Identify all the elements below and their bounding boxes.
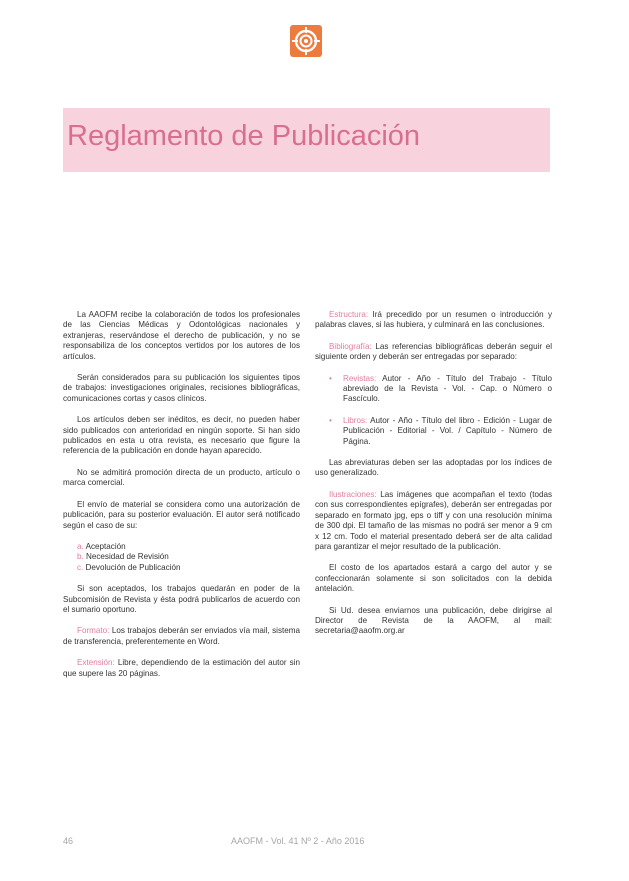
list-marker: c. xyxy=(77,562,84,572)
submission-paragraph: El envío de material se considera como una autorización de publicación, para su posterior evaluación. El autor será notificado según el caso de su: xyxy=(63,499,300,530)
work-types-paragraph: Serán considerados para su publicación los siguientes tipos de trabajos: investigaciones originales, recisiones bibliográficas, comunicaciones cortas y casos clínicos. xyxy=(63,373,300,403)
list-item xyxy=(315,374,552,405)
journal-footer: AAOFM - Vol. 41 Nº 2 - Año 2016 xyxy=(231,836,365,846)
list-item-text: Devolución de Publicación xyxy=(85,562,181,572)
structure-label: Estructura: xyxy=(329,310,369,319)
bibliography-label: Bibliografía: xyxy=(329,341,372,351)
reference-type-label: Revistas: xyxy=(343,373,377,383)
illustrations-label: Ilustraciones: xyxy=(329,489,377,499)
list-marker: b. xyxy=(77,552,84,562)
left-column xyxy=(63,310,300,690)
reference-type-label: Libros: xyxy=(343,415,368,425)
list-item xyxy=(315,416,552,447)
reference-format-list xyxy=(315,374,552,447)
list-item xyxy=(77,552,300,562)
list-item xyxy=(77,563,300,573)
bullet-icon: • xyxy=(329,373,332,383)
list-item xyxy=(77,542,300,552)
contact-paragraph: Si Ud. desea enviarnos una publicación, debe dirigirse al Director de Revista de la AAOFM, al mail: secretaria@aaofm.org.ar xyxy=(315,605,552,636)
format-paragraph xyxy=(63,626,300,647)
structure-text: Irá precedido por un resumen o introducción y palabras claves, si las hubiera, y culminará en las conclusiones. xyxy=(315,310,552,330)
intro-paragraph: La AAOFM recibe la colaboración de todos los profesionales de las Ciencias Médicas y Odontológicas nacionales y extranjeras, reservándose el derecho de publicación, y no se responsabiliza de los conceptos vertidos por los autores de los artículos. xyxy=(63,310,300,361)
cost-paragraph: El costo de los apartados estará a cargo del autor y se confeccionarán solamente si son solicitados con la debida antelación. xyxy=(315,563,552,594)
page-title: Reglamento de Publicación xyxy=(67,120,421,152)
title-band xyxy=(63,108,550,172)
bibliography-paragraph xyxy=(315,342,552,363)
reference-format-text: Autor - Año - Título del Trabajo - Título abreviado de la Revista - Vol. - Cap. o Número o Fascículo. xyxy=(343,373,552,404)
list-item-text: Aceptación xyxy=(85,541,126,551)
bibliography-text: Las referencias bibliográficas deberán seguir el siguiente orden y deberán ser entregadas por separado: xyxy=(315,341,553,362)
abbreviations-paragraph: Las abreviaturas deben ser las adoptadas por los índices de uso generalizado. xyxy=(315,458,552,478)
bullet-icon: • xyxy=(329,415,332,425)
illustrations-text: Las imágenes que acompañan el texto (todas con sus correspondientes epígrafes), deberán ser entregadas por separado en formato jpg, eps o tiff y con una resolución mínima de 300 dpi. El tamaño de las mismas no podrá ser menor a 9 cm x 12 cm. Todo el material presentado deberá ser de alta calidad para garantizar el mejor resultado de la publicación. xyxy=(315,489,553,551)
unpublished-paragraph: Los artículos deben ser inéditos, es decir, no pueden haber sido publicados con anterioridad en ningún soporte. Si han sido publicados en esta u otra revista, es necesario que figure la referencia de la publicación en donde hayan aparecido. xyxy=(63,415,300,456)
illustrations-paragraph xyxy=(315,490,552,552)
right-column xyxy=(315,310,552,648)
list-item-text: Necesidad de Revisión xyxy=(86,552,169,562)
extension-paragraph xyxy=(63,658,300,679)
accepted-paragraph: Si son aceptados, los trabajos quedarán en poder de la Subcomisión de Revista y ésta podrá publicarlos de acuerdo con el sumario oportuno. xyxy=(63,584,300,614)
extension-label: Extensión: xyxy=(77,658,115,668)
extension-text: Libre, dependiendo de la estimación del autor sin que supere las 20 páginas. xyxy=(63,658,301,678)
promotion-paragraph: No se admitirá promoción directa de un producto, artículo o marca comercial. xyxy=(63,467,300,488)
target-logo-icon xyxy=(290,25,322,57)
list-marker: a. xyxy=(77,541,84,551)
page-number: 46 xyxy=(63,836,74,846)
structure-paragraph xyxy=(315,310,552,331)
format-text: Los trabajos deberán ser enviados vía mail, sistema de transferencia, preferentemente en Word. xyxy=(63,626,301,646)
outcome-list xyxy=(63,542,300,573)
reference-format-text: Autor - Año - Título del libro - Edición - Lugar de Publicación - Editorial - Vol. / Capítulo - Número de Página. xyxy=(343,415,552,446)
format-label: Formato: xyxy=(77,626,110,636)
